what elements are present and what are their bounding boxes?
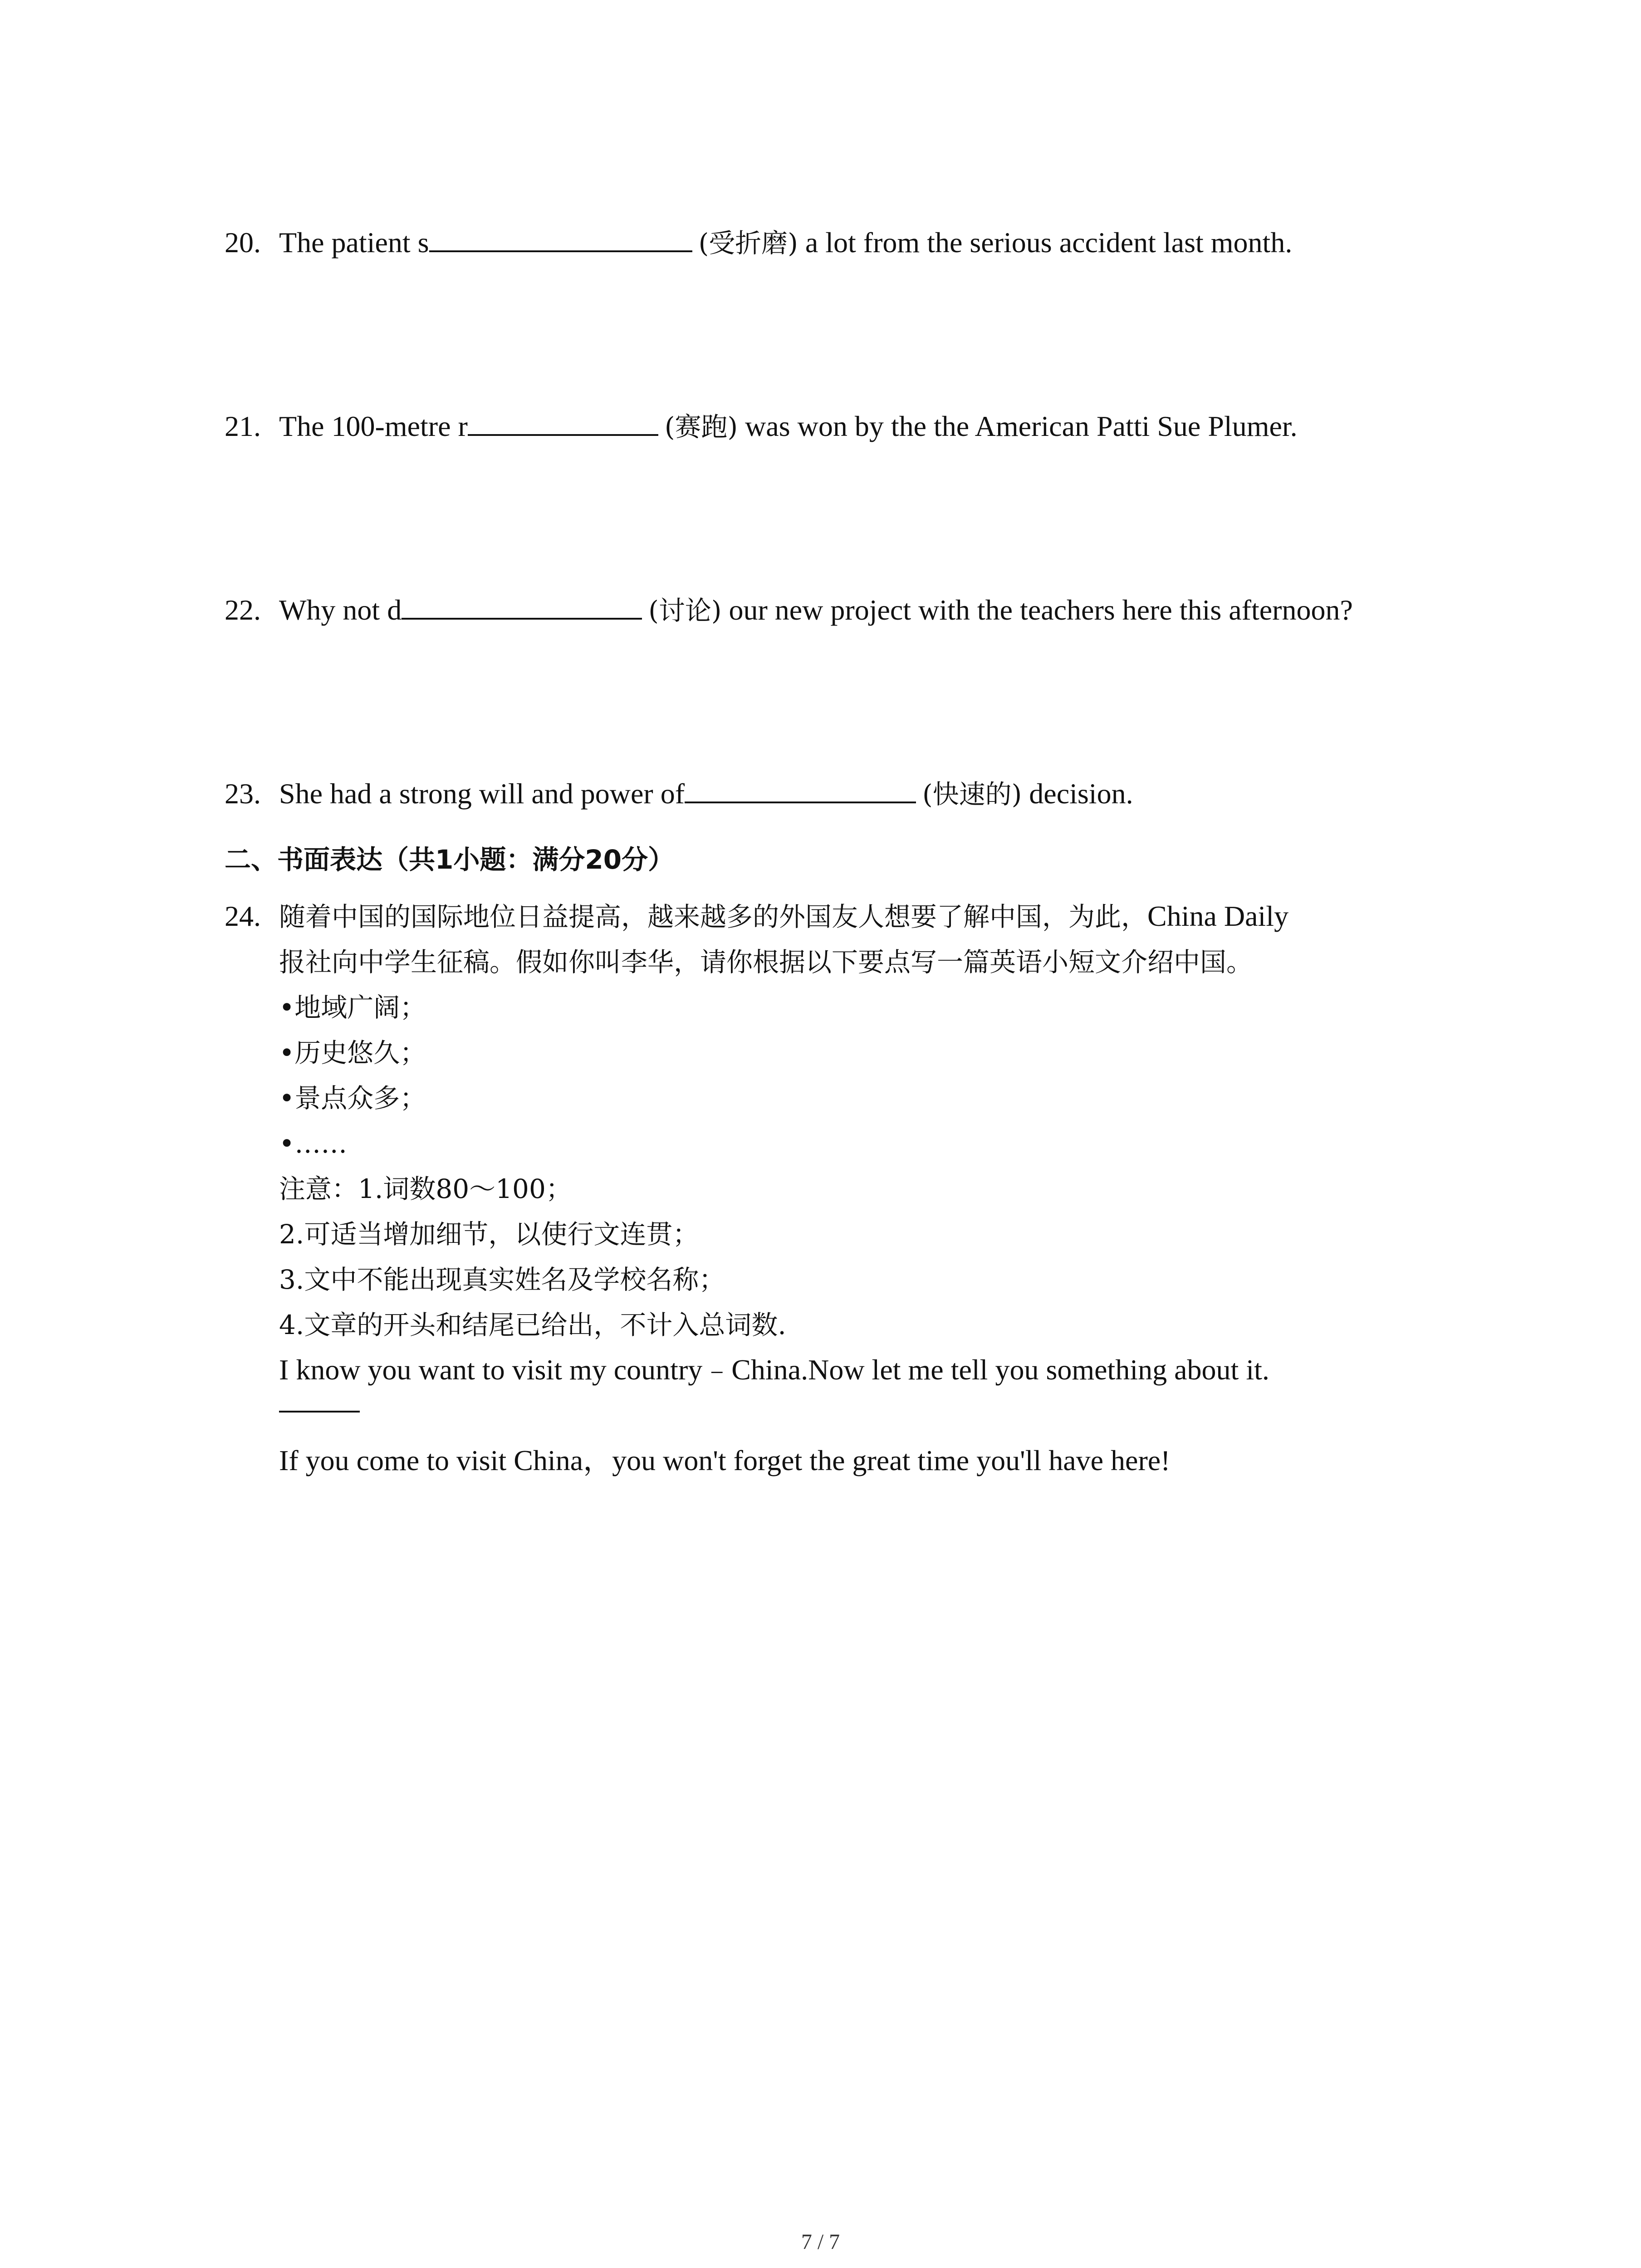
question-number: 24. [225,900,261,932]
question-text-before: The patient s [279,226,429,259]
newspaper-name: China Daily [1147,900,1289,932]
note-item: 4.文章的开头和结尾已给出，不计入总词数. [279,1310,786,1340]
prompt-line-1: 随着中国的国际地位日益提高，越来越多的外国友人想要了解中国，为此，China Daily [279,900,1289,932]
writing-blank[interactable] [279,1393,360,1413]
answer-blank[interactable] [429,225,692,252]
chinese-hint: (受折磨) [698,228,798,259]
question-text-before: The 100-metre r [279,410,468,442]
note-item: 3.文中不能出现真实姓名及学校名称； [279,1264,725,1295]
chinese-hint: (讨论) [648,595,722,626]
question-text-after: our new project with the teachers here this afternoon? [721,594,1353,626]
question-text-before: She had a strong will and power of [279,777,685,810]
essay-closing: If you come to visit China，you won't forget the great time you'll have here! [279,1444,1171,1476]
bullet-item: •景点众多； [279,1083,426,1114]
question-number: 21. [225,410,261,442]
question-number: 20. [225,226,261,259]
note-item: 2.可适当增加细节，以使行文连贯； [279,1219,699,1250]
question-text-after: decision. [1022,777,1133,810]
chinese-hint: (赛跑) [664,411,738,442]
page-number: 7 / 7 [801,2230,840,2254]
chinese-hint: (快速的) [922,779,1022,810]
section-title: 二、书面表达（共1小题：满分20分） [225,844,675,875]
answer-blank[interactable] [468,409,658,436]
note-item: 注意：1.词数80～100； [279,1173,572,1204]
answer-blank[interactable] [402,592,642,620]
essay-opening: I know you want to visit my country﹣China.Now let me tell you something about it. [279,1354,1269,1386]
question-21 [225,408,1298,445]
question-number: 23. [225,777,261,810]
question-text-before: Why not d [279,594,402,626]
question-text-after: was won by the the American Patti Sue Plumer. [738,410,1298,442]
question-number: 22. [225,594,261,626]
question-24-body [279,894,1450,1483]
question-text-after: a lot from the serious accident last month. [798,226,1293,259]
bullet-item: •历史悠久； [279,1037,426,1068]
question-23 [225,776,1133,812]
bullet-item: •…… [279,1128,348,1159]
essay-writing-area[interactable] [279,1393,1450,1438]
bullet-item: •地域广阔； [279,992,426,1023]
question-20 [225,225,1292,261]
question-22 [225,592,1353,629]
prompt-line-2: 报社向中学生征稿。假如你叫李华，请你根据以下要点写一篇英语小短文介绍中国。 [279,947,1253,978]
answer-blank[interactable] [685,776,916,803]
